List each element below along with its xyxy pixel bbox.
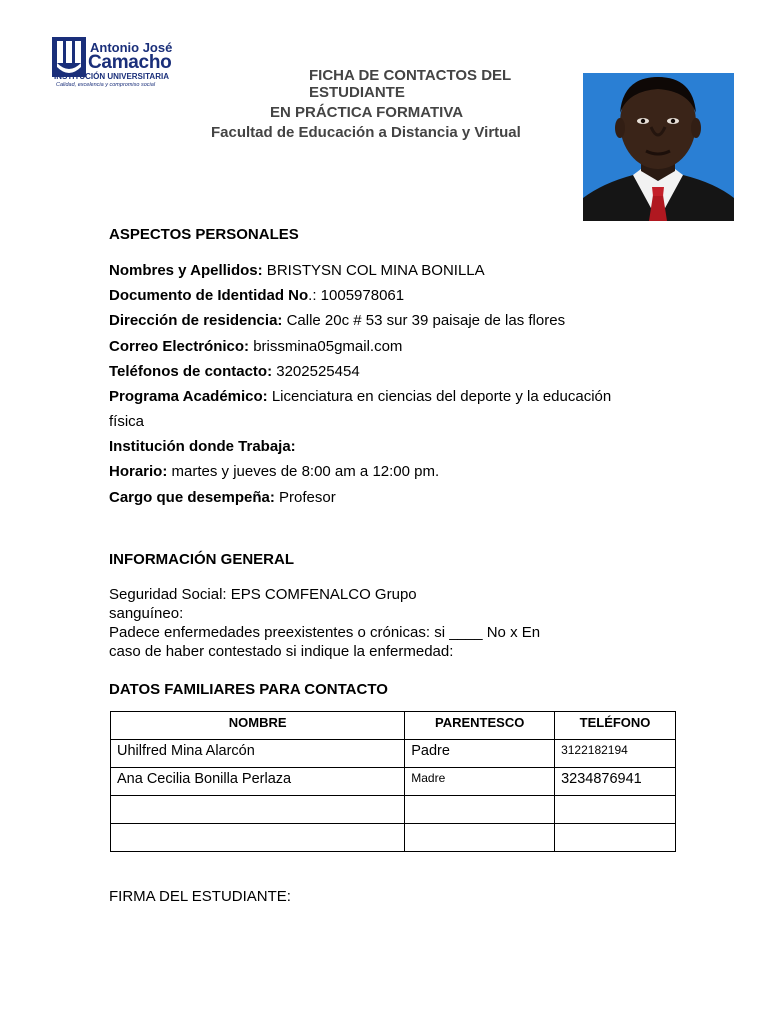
table-cell: Ana Cecilia Bonilla Perlaza <box>111 768 405 796</box>
field-id-document <box>109 287 404 305</box>
field-workplace <box>109 438 296 456</box>
field-phone <box>109 363 360 381</box>
field-label: Programa Académico: <box>109 388 268 405</box>
doc-title-line3: EN PRÁCTICA FORMATIVA <box>270 104 464 121</box>
table-cell <box>111 824 405 852</box>
university-emblem-icon <box>52 37 86 77</box>
general-condition-detail: caso de haber contestado si indique la enfermedad: <box>109 643 454 660</box>
general-social-security: Seguridad Social: EPS COMFENALCO Grupo <box>109 586 417 603</box>
table-row <box>111 824 676 852</box>
field-full-name <box>109 262 485 280</box>
field-label: Correo Electrónico: <box>109 338 250 355</box>
section-personal-heading: ASPECTOS PERSONALES <box>109 226 299 243</box>
table-header-row <box>111 712 676 740</box>
field-value: física <box>109 413 145 430</box>
doc-faculty: Facultad de Educación a Distancia y Virtual <box>211 124 521 141</box>
student-signature-label: FIRMA DEL ESTUDIANTE: <box>109 888 291 905</box>
table-cell: 3234876941 <box>555 768 676 796</box>
field-position <box>109 489 336 507</box>
table-row <box>111 796 676 824</box>
field-schedule <box>109 463 439 481</box>
field-program <box>109 388 611 406</box>
field-label: Nombres y Apellidos: <box>109 262 263 279</box>
logo-text-tagline: Calidad, excelencia y compromiso social <box>56 82 156 88</box>
family-contacts-table <box>110 711 676 852</box>
field-value: brissmina05gmail.com <box>249 338 403 355</box>
field-value: .: 1005978061 <box>308 287 405 304</box>
logo-text-name: Camacho <box>88 52 172 73</box>
field-value: Licenciatura en ciencias del deporte y la educación <box>267 388 612 405</box>
field-label: Dirección de residencia: <box>109 312 283 329</box>
field-label: Institución donde Trabaja: <box>109 438 296 455</box>
section-general-heading: INFORMACIÓN GENERAL <box>109 551 294 568</box>
table-cell <box>111 796 405 824</box>
field-value: Profesor <box>274 489 336 506</box>
field-label: Cargo que desempeña: <box>109 489 275 506</box>
table-cell: Uhilfred Mina Alarcón <box>111 740 405 768</box>
institution-logo <box>52 35 192 93</box>
doc-title-line1: FICHA DE CONTACTOS DEL <box>309 67 512 84</box>
field-value: martes y jueves de 8:00 am a 12:00 pm. <box>167 463 440 480</box>
logo-text-institution: INSTITUCIÓN UNIVERSITARIA <box>54 72 169 81</box>
field-label: Horario: <box>109 463 168 480</box>
field-label: Teléfonos de contacto: <box>109 363 273 380</box>
table-row <box>111 740 676 768</box>
table-cell: Madre <box>405 768 555 796</box>
column-header-name: NOMBRE <box>111 712 405 740</box>
student-photo <box>583 73 734 221</box>
table-cell <box>555 796 676 824</box>
doc-title-line2: ESTUDIANTE <box>309 84 405 101</box>
field-label: Documento de Identidad No <box>109 287 309 304</box>
table-cell <box>405 824 555 852</box>
column-header-relationship: PARENTESCO <box>405 712 555 740</box>
general-preexisting-conditions: Padece enfermedades preexistentes o crónicas: si ____ No x En <box>109 624 541 641</box>
field-value: Calle 20c # 53 sur 39 paisaje de las flores <box>282 312 566 329</box>
table-cell: 3122182194 <box>555 740 676 768</box>
table-cell: Padre <box>405 740 555 768</box>
table-row <box>111 768 676 796</box>
table-cell <box>405 796 555 824</box>
column-header-phone: TELÉFONO <box>555 712 676 740</box>
section-family-heading: DATOS FAMILIARES PARA CONTACTO <box>109 681 388 698</box>
field-email <box>109 338 402 356</box>
table-cell <box>555 824 676 852</box>
field-program-continued <box>109 413 144 431</box>
field-value: BRISTYSN COL MINA BONILLA <box>262 262 485 279</box>
general-blood-type: sanguíneo: <box>109 605 184 622</box>
field-address <box>109 312 565 330</box>
field-value: 3202525454 <box>272 363 360 380</box>
logo-text-top: Antonio José <box>90 40 173 55</box>
